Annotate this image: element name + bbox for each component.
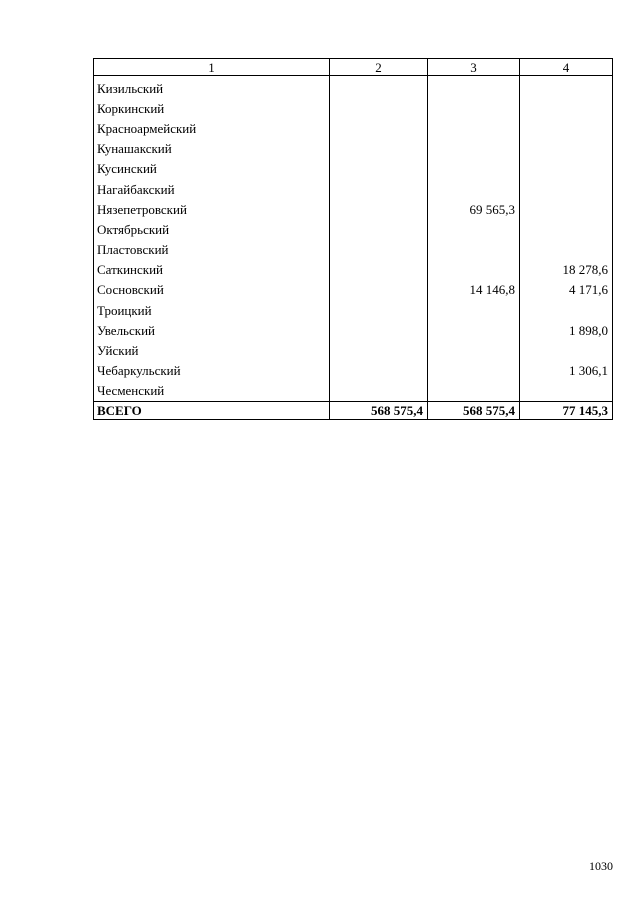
total-col-2: 568 575,4 (330, 402, 428, 420)
table-row (94, 320, 613, 340)
district-name: Нагайбакский (94, 179, 330, 199)
value-col-4 (520, 240, 613, 260)
value-col-3 (428, 159, 520, 179)
table-row (94, 240, 613, 260)
value-col-2 (330, 381, 428, 402)
table-row (94, 361, 613, 381)
district-name: Чесменский (94, 381, 330, 402)
table-row (94, 98, 613, 118)
value-col-3 (428, 260, 520, 280)
district-name: Пластовский (94, 240, 330, 260)
district-name: Нязепетровский (94, 199, 330, 219)
district-name: Троицкий (94, 300, 330, 320)
value-col-3 (428, 219, 520, 239)
district-name: Чебаркульский (94, 361, 330, 381)
value-col-3 (428, 320, 520, 340)
value-col-2 (330, 199, 428, 219)
value-col-3 (428, 118, 520, 138)
district-name: Кусинский (94, 159, 330, 179)
value-col-3: 69 565,3 (428, 199, 520, 219)
table-row (94, 381, 613, 402)
value-col-4 (520, 76, 613, 99)
table-row (94, 199, 613, 219)
value-col-4 (520, 340, 613, 360)
value-col-2 (330, 340, 428, 360)
value-col-2 (330, 260, 428, 280)
table-row (94, 260, 613, 280)
value-col-2 (330, 300, 428, 320)
value-col-2 (330, 361, 428, 381)
total-row (94, 402, 613, 420)
district-name: Октябрьский (94, 219, 330, 239)
district-name: Кунашакский (94, 139, 330, 159)
value-col-3 (428, 361, 520, 381)
value-col-4 (520, 381, 613, 402)
district-name: Красноармейский (94, 118, 330, 138)
table-row (94, 280, 613, 300)
value-col-2 (330, 280, 428, 300)
page-number: 1030 (589, 859, 613, 873)
value-col-4: 18 278,6 (520, 260, 613, 280)
table-row (94, 139, 613, 159)
table-row (94, 300, 613, 320)
district-name: Коркинский (94, 98, 330, 118)
value-col-2 (330, 179, 428, 199)
total-col-3: 568 575,4 (428, 402, 520, 420)
value-col-4 (520, 199, 613, 219)
value-col-4 (520, 159, 613, 179)
value-col-3: 14 146,8 (428, 280, 520, 300)
value-col-4 (520, 98, 613, 118)
header-row (94, 59, 613, 76)
value-col-4 (520, 139, 613, 159)
value-col-3 (428, 139, 520, 159)
value-col-2 (330, 219, 428, 239)
value-col-2 (330, 98, 428, 118)
table-row (94, 179, 613, 199)
value-col-4 (520, 118, 613, 138)
total-label: ВСЕГО (94, 402, 330, 420)
district-name: Увельский (94, 320, 330, 340)
header-col-3: 3 (428, 59, 520, 76)
table-row (94, 340, 613, 360)
value-col-4: 4 171,6 (520, 280, 613, 300)
district-name: Кизильский (94, 76, 330, 99)
value-col-4 (520, 219, 613, 239)
value-col-2 (330, 76, 428, 99)
value-col-4 (520, 300, 613, 320)
district-name: Уйский (94, 340, 330, 360)
table-body (94, 76, 613, 402)
budget-table (93, 58, 613, 420)
district-name: Сосновский (94, 280, 330, 300)
value-col-3 (428, 98, 520, 118)
value-col-2 (330, 159, 428, 179)
value-col-4 (520, 179, 613, 199)
value-col-4: 1 306,1 (520, 361, 613, 381)
value-col-2 (330, 240, 428, 260)
value-col-3 (428, 381, 520, 402)
district-name: Саткинский (94, 260, 330, 280)
value-col-2 (330, 139, 428, 159)
header-col-4: 4 (520, 59, 613, 76)
value-col-2 (330, 118, 428, 138)
table-row (94, 159, 613, 179)
value-col-3 (428, 300, 520, 320)
value-col-3 (428, 179, 520, 199)
value-col-3 (428, 240, 520, 260)
table-row (94, 76, 613, 99)
value-col-3 (428, 76, 520, 99)
value-col-3 (428, 340, 520, 360)
table-row (94, 219, 613, 239)
table-row (94, 118, 613, 138)
value-col-4: 1 898,0 (520, 320, 613, 340)
header-col-1: 1 (94, 59, 330, 76)
header-col-2: 2 (330, 59, 428, 76)
total-col-4: 77 145,3 (520, 402, 613, 420)
value-col-2 (330, 320, 428, 340)
